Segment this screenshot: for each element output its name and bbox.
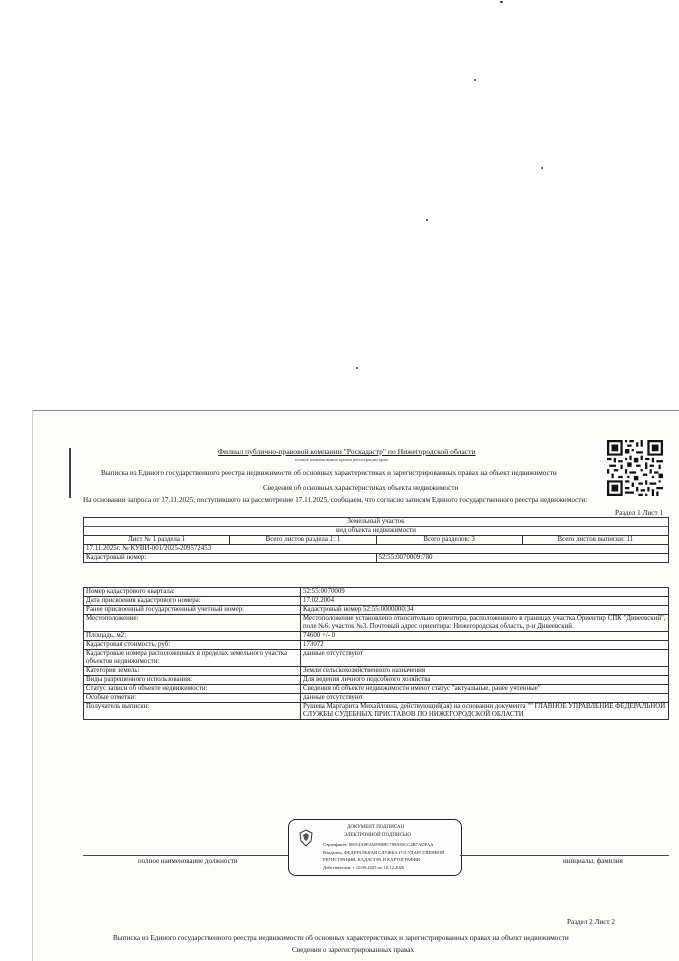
next-section-title: Сведения о зарегистрированных правах <box>292 946 415 954</box>
scan-edge-mark <box>69 448 71 498</box>
organization-note: полное наименование органа регистрации прав <box>295 457 388 462</box>
organization-name: Филиал публично-правовой компании "Роскадастр" по Нижегородской области <box>218 447 476 456</box>
detail-value: Рушева Маргарита Михайловна, действующий(ая) на основании документа "" ГЛАВНОЕ УПРАВЛЕНИЕ ФЕДЕРАЛЬНОЙ СЛУЖБЫ СУДЕБНЫХ ПРИСТАВОВ ПО НИЖЕГОРОДСКОЙ ОБЛАСТИ <box>301 703 669 720</box>
object-type: Земельный участок <box>347 518 405 525</box>
detail-label: Кадастровые номера расположенных в пределах земельного участка объектов недвижимости: <box>84 650 301 667</box>
sections-total: Всего разделов: 3 <box>376 536 522 545</box>
table-row <box>84 597 669 606</box>
electronic-signature-stamp <box>288 819 462 876</box>
page-label: Раздел 1 Лист 1 <box>615 509 663 517</box>
table-row <box>84 676 669 685</box>
request-id: 17.11.2025г. № КУВИ-001/2025-209572453 <box>84 545 669 554</box>
scan-speck <box>426 219 428 221</box>
detail-value: 74600 +/- 0 <box>301 632 669 641</box>
detail-label: Местоположение: <box>84 615 301 632</box>
detail-value: 173072 <box>301 641 669 650</box>
table-row <box>84 694 669 703</box>
name-label: инициалы, фамилия <box>563 857 623 865</box>
stamp-line-2: ЭЛЕКТРОННОЙ ПОДПИСЬЮ <box>344 833 411 838</box>
table-row <box>84 615 669 632</box>
table-row <box>84 588 669 597</box>
cadastral-number-value: 52:55:0070009:780 <box>376 554 669 563</box>
object-header-table <box>83 517 669 563</box>
next-page-label: Раздел 2 Лист 2 <box>567 918 615 926</box>
stamp-line-1: ДОКУМЕНТ ПОДПИСАН <box>347 825 405 830</box>
detail-label: Статус записи об объекте недвижимости: <box>84 685 301 694</box>
certificate-line: Сертификат: 00914A8F4A0950BC789A95CC4B7ADFAA <box>323 842 434 847</box>
detail-label: Получатель выписки: <box>84 703 301 720</box>
validity-line: Действителен: с 10.09.2025 по 10.12.2026 <box>323 865 405 870</box>
detail-label: Кадастровая стоимость, руб: <box>84 641 301 650</box>
object-type-cell <box>84 518 669 536</box>
detail-value: Кадастровый номер 52:55:0000000:34 <box>301 606 669 615</box>
coat-of-arms-icon <box>296 828 316 848</box>
cadastral-number-label: Кадастровый номер: <box>84 554 377 563</box>
sheet-info: Лист № 1 раздела 1 <box>84 536 230 545</box>
scan-speck <box>500 1 503 3</box>
detail-label: Дата присвоения кадастрового номера: <box>84 597 301 606</box>
table-row <box>84 685 669 694</box>
position-line <box>83 855 288 856</box>
table-row <box>84 632 669 641</box>
extract-title: Выписка из Единого государственного реестра недвижимости об основных характеристиках и зарегистрированных правах на объект недвижимости <box>101 469 557 477</box>
scan-speck <box>356 367 358 369</box>
detail-label: Категория земель: <box>84 667 301 676</box>
detail-value: Местоположение установлено относительно ориентира, расположенного в границах участка.Ориентир СПК "Дивеевский", поле №6, участок №3. Почтовый адрес ориентира: Нижегородская область, р-н Дивеевский. <box>301 615 669 632</box>
basis-text: На основании запроса от 17.11.2025, поступившего на рассмотрение 17.11.2025, сообщаем, что согласно записям Единого государственного реестра недвижимости: <box>83 496 588 504</box>
detail-label: Площадь, м2: <box>84 632 301 641</box>
object-details-table <box>83 587 669 720</box>
detail-label: Ранее присвоенный государственный учетный номер: <box>84 606 301 615</box>
section-title: Сведения об основных характеристиках объекта недвижимости <box>263 484 459 492</box>
document-sheet <box>33 410 679 961</box>
scan-speck <box>541 167 543 169</box>
detail-value: Земли сельскохозяйственного назначения <box>301 667 669 676</box>
table-row <box>84 606 669 615</box>
detail-value: 52:55:0070009 <box>301 588 669 597</box>
table-row <box>84 650 669 667</box>
detail-value: Сведения об объекте недвижимости имеют статус "актуальные, ранее учтенные" <box>301 685 669 694</box>
table-row <box>84 641 669 650</box>
owner-line-1: Владелец: ФЕДЕРАЛЬНАЯ СЛУЖБА ГОСУДАРСТВЕННОЙ <box>323 850 445 855</box>
table-row <box>84 703 669 720</box>
detail-value: Для ведения личного подсобного хозяйства <box>301 676 669 685</box>
detail-value: данные отсутствуют <box>301 694 669 703</box>
owner-line-2: РЕГИСТРАЦИИ, КАДАСТРА И КАРТОГРАФИИ <box>323 857 421 862</box>
qr-code-icon <box>607 440 663 496</box>
detail-label: Виды разрешенного использования: <box>84 676 301 685</box>
name-line <box>460 855 669 856</box>
detail-value: данные отсутствуют <box>301 650 669 667</box>
object-type-note: вид объекта недвижимости <box>84 526 668 535</box>
scan-speck <box>474 79 476 81</box>
position-label: полное наименование должности <box>138 857 238 865</box>
detail-label: Номер кадастрового квартала: <box>84 588 301 597</box>
sheets-in-section: Всего листов раздела 1: 1 <box>230 536 376 545</box>
sheets-total: Всего листов выписки: 11 <box>522 536 668 545</box>
table-row <box>84 667 669 676</box>
detail-label: Особые отметки: <box>84 694 301 703</box>
next-extract-title: Выписка из Единого государственного реестра недвижимости об основных характеристиках и зарегистрированных правах на объект недвижимости <box>113 934 569 942</box>
detail-value: 17.02.2004 <box>301 597 669 606</box>
